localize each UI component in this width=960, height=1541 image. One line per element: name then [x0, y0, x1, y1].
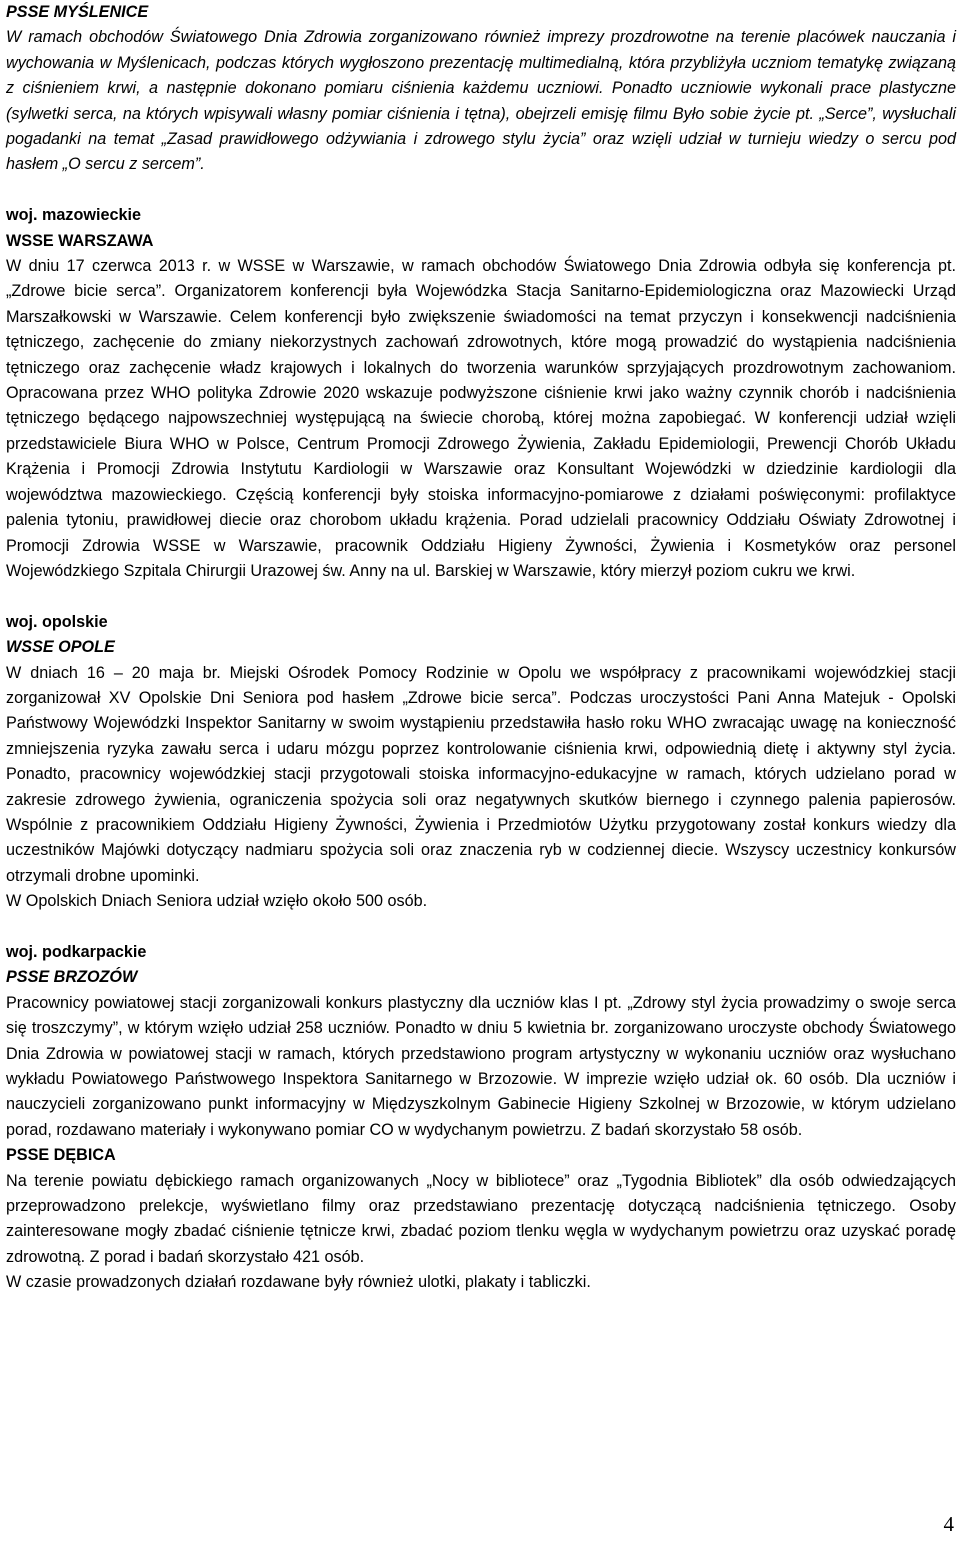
page-number: 4 [943, 1512, 954, 1536]
section-paragraph: W ramach obchodów Światowego Dnia Zdrowia zorganizowano również imprezy prozdrowotne na terenie placówek nauczania i wychowania w Myślenicach, podczas których wygłoszono prezentację multimedialną, która przybliżyła uczniom tematykę związaną z ciśnieniem krwi, a następnie dokonano pomiaru ciśnienia każdemu uczniowi. Ponadto uczniowie wykonali prace plastyczne (sylwetki serca, na których wpisywali własny pomiar ciśnienia i tętna), obejrzeli emisję filmu Było sobie życie pt. „Serce”, wysłuchali pogadanki na temat „Zasad prawidłowego odżywiania i zdrowego stylu życia” oraz wzięli udział w turnieju wiedzy o sercu pod hasłem „O sercu z sercem”. [6, 28, 956, 174]
region-heading: woj. mazowieckie [6, 206, 141, 225]
section-opole [6, 610, 956, 915]
document-page [6, 0, 956, 1296]
section-paragraph: W Opolskich Dniach Seniora udział wzięło około 500 osób. [6, 892, 428, 911]
section-paragraph: W dniu 17 czerwca 2013 r. w WSSE w Warszawie, w ramach obchodów Światowego Dnia Zdrowia odbyła się konferencja pt. „Zdrowe bicie serca”. Organizatorem konferencji była Wojewódzka Stacja Sanitarno-Epidemiologiczna oraz Mazowiecki Urząd Marszałkowski w Warszawie. Celem konferencji było zwiększenie świadomości na temat przyczyn i konsekwencji nadciśnienia tętniczego, zachęcenie do zmiany niekorzystnych zachowań zdrowotnych, które mogą prowadzić do wystąpienia nadciśnienia tętniczego oraz zachęcenie władz krajowych i lokalnych do tworzenia warunków sprzyjających prozdrowotnym zachowaniom. Opracowana przez WHO polityka Zdrowie 2020 wskazuje podwyższone ciśnienie krwi jako ważny czynnik chorób i nadciśnienia tętniczego będącego najpowszechniej występującą na świecie chorobą, której można zapobiegać. W konferencji udział wzięli przedstawiciele Biura WHO w Polsce, Centrum Promocji Zdrowego Żywienia, Zakładu Epidemiologii, Prewencji Chorób Układu Krążenia i Promocji Zdrowia Instytutu Kardiologii w Warszawie oraz Konsultant Wojewódzki w dziedzinie kardiologii dla województwa mazowieckiego. Częścią konferencji były stoiska informacyjno-pomiarowe z działami poświęconymi: profilaktyce palenia tytoniu, prawidłowej diecie oraz chorobom układu krążenia. Porad udzielali pracownicy Oddziału Oświaty Zdrowotnej i Promocji Zdrowia WSSE w Warszawie, pracownik Oddziału Higieny Żywności, Żywienia i Kosmetyków oraz personel Wojewódzkiego Szpitala Chirurgii Urazowej św. Anny na ul. Barskiej w Warszawie, który mierzył poziom cukru we krwi. [6, 257, 956, 580]
spacer [6, 915, 956, 940]
station-heading: WSSE WARSZAWA [6, 231, 154, 250]
station-heading: PSSE BRZOZÓW [6, 968, 138, 987]
station-heading: PSSE MYŚLENICE [6, 3, 149, 21]
section-brzozow [6, 940, 956, 1143]
section-paragraph: W czasie prowadzonych działań rozdawane były również ulotki, plakaty i tabliczki. [6, 1273, 591, 1292]
region-heading: woj. podkarpackie [6, 942, 147, 961]
spacer [6, 584, 956, 609]
station-heading: PSSE DĘBICA [6, 1146, 116, 1165]
spacer [6, 178, 956, 203]
section-paragraph: Pracownicy powiatowej stacji zorganizowali konkurs plastyczny dla uczniów klas I pt. „Zdrowy styl życia prowadzimy o swoje serca się troszczymy”, w którym wzięło udział 258 uczniów. Ponadto w dniu 5 kwietnia br. zorganizowano uroczyste obchody Światowego Dnia Zdrowia w powiatowej stacji w ramach, których przedstawiono program artystyczny w wykonaniu uczniów oraz wysłuchano wykładu Powiatowego Państwowego Inspektora Sanitarnego w Brzozowie. W imprezie wzięło udział ok. 60 osób. Dla uczniów i nauczycieli zorganizowano punkt informacyjny w Międzyszkolnym Gabinecie Higieny Szkolnej w Brzozowie, w którym udzielano porad, rozdawano materiały i wykonywano pomiar CO w wydychanym powietrzu. Z badań skorzystało 58 osób. [6, 993, 956, 1139]
section-debica [6, 1143, 956, 1295]
section-myslenice [6, 0, 956, 178]
section-paragraph: W dniach 16 – 20 maja br. Miejski Ośrodek Pomocy Rodzinie w Opolu we współpracy z pracownikami wojewódzkiej stacji zorganizował XV Opolskie Dni Seniora pod hasłem „Zdrowe bicie serca”. Podczas uroczystości Pani Anna Matejuk - Opolski Państwowy Wojewódzki Inspektor Sanitarny w swoim wystąpieniu przedstawiła hasło roku WHO zwracając uwagę na konieczność zmniejszenia ryzyka zawału serca i udaru mózgu poprzez kontrolowanie ciśnienia krwi, odpowiednią dietę i aktywny styl życia. Ponadto, pracownicy wojewódzkiej stacji przygotowali stoiska informacyjno-edukacyjne w ramach, których udzielano porad w zakresie zdrowego żywienia, ograniczenia spożycia soli oraz negatywnych skutków biernego i czynnego palenia papierosów. Wspólnie z pracownikiem Oddziału Higieny Żywności, Żywienia i Przedmiotów Użytku przygotowany został konkurs wiedzy dla uczestników Majówki dotyczący nadmiaru spożycia soli oraz znaczenia ryb w codziennej diecie. Wszyscy uczestnicy konkursów otrzymali drobne upominki. [6, 663, 956, 885]
section-warszawa [6, 203, 956, 584]
region-heading: woj. opolskie [6, 612, 108, 631]
section-paragraph: Na terenie powiatu dębickiego ramach organizowanych „Nocy w bibliotece” oraz „Tygodnia Bibliotek” dla osób odwiedzających przeprowadzono prelekcje, wyświetlano filmy oraz przedstawiano prezentację dotyczącą nadciśnienia tętniczego. Osoby zainteresowane mogły zbadać ciśnienie tętnicze krwi, zbadać poziom tlenku węgla w wydychanym powietrzu oraz uzyskać poradę zdrowotną. Z porad i badań skorzystało 421 osób. [6, 1171, 956, 1266]
station-heading: WSSE OPOLE [6, 638, 115, 657]
